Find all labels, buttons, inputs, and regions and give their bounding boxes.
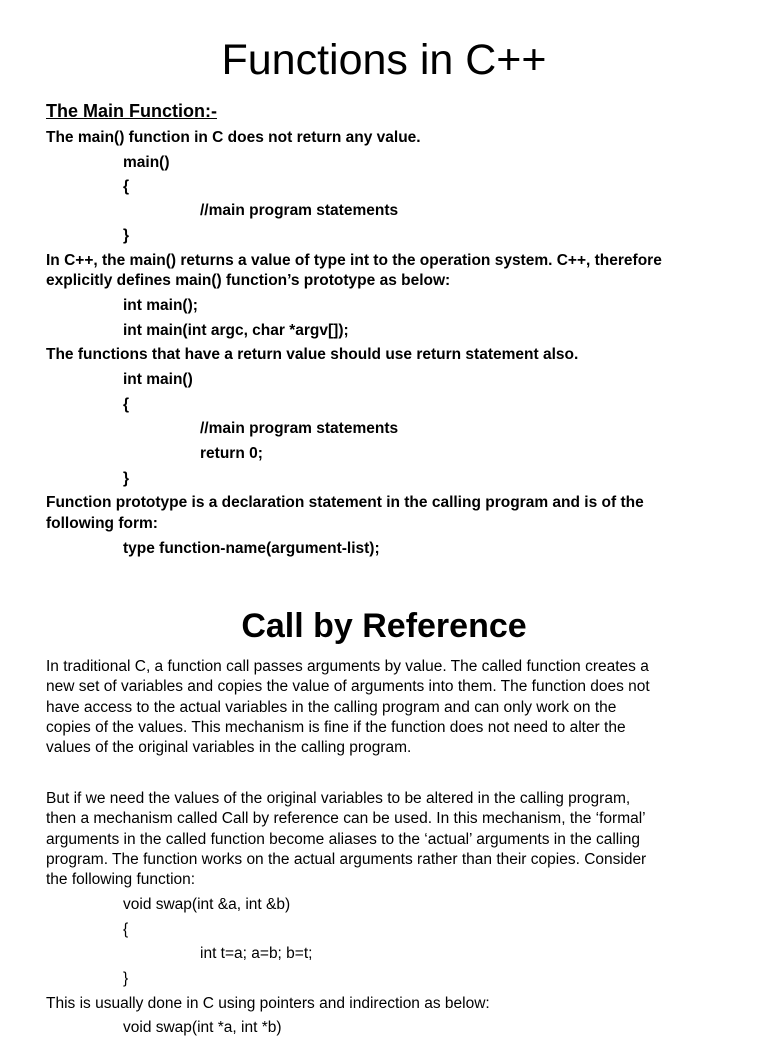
- code-line: int main(int argc, char *argv[]);: [123, 322, 349, 339]
- code-line: {: [123, 396, 130, 413]
- code-line: }: [123, 970, 129, 987]
- text-line: The functions that have a return value should use return statement also.: [46, 346, 579, 363]
- text-line: explicitly defines main() function’s prototype as below:: [46, 272, 451, 289]
- code-line: main(): [123, 154, 170, 171]
- code-line: return 0;: [200, 445, 263, 462]
- text-line: This is usually done in C using pointers and indirection as below:: [46, 995, 490, 1012]
- paragraph-line: have access to the actual variables in the calling program and can only work on the: [46, 698, 617, 716]
- code-line: //main program statements: [200, 202, 399, 219]
- paragraph-line: program. The function works on the actual arguments rather than their copies. Consider: [46, 850, 647, 868]
- code-line: {: [123, 921, 129, 938]
- main-function-heading: The Main Function:-: [46, 101, 217, 121]
- code-line: int t=a; a=b; b=t;: [200, 945, 313, 962]
- paragraph-line: values of the original variables in the calling program.: [46, 739, 412, 757]
- paragraph-1: [46, 657, 736, 758]
- paragraph-line: In traditional C, a function call passes arguments by value. The called function creates a: [46, 658, 649, 675]
- text-line: In C++, the main() returns a value of type int to the operation system. C++, therefore: [46, 252, 662, 269]
- paragraph-line: But if we need the values of the original variables to be altered in the calling program,: [46, 790, 631, 807]
- paragraph-line: new set of variables and copies the value of arguments into them. The function does not: [46, 678, 650, 696]
- paragraph-line: arguments in the called function become aliases to the ‘actual’ arguments in the calling: [46, 830, 640, 848]
- code-line: int main();: [123, 297, 198, 314]
- code-line: }: [123, 227, 130, 244]
- code-line: void swap(int *a, int *b): [123, 1019, 282, 1036]
- paragraph-line: copies of the values. This mechanism is fine if the function does not need to alter the: [46, 718, 626, 736]
- text-line: following form:: [46, 515, 158, 532]
- text-line: The main() function in C does not return any value.: [46, 129, 421, 146]
- code-line: {: [123, 178, 130, 195]
- text-line: Function prototype is a declaration statement in the calling program and is of the: [46, 494, 644, 511]
- code-line: //main program statements: [200, 420, 399, 437]
- call-by-reference-heading: Call by Reference: [241, 607, 527, 645]
- code-line: }: [123, 470, 130, 487]
- paragraph-2: [46, 789, 736, 890]
- page-title: Functions in C++: [221, 36, 547, 84]
- paragraph-line: the following function:: [46, 871, 196, 889]
- code-line: int main(): [123, 371, 193, 388]
- code-line: void swap(int &a, int &b): [123, 896, 291, 913]
- paragraph-line: then a mechanism called Call by reference can be used. In this mechanism, the ‘formal’: [46, 810, 646, 828]
- code-line: type function-name(argument-list);: [123, 540, 380, 557]
